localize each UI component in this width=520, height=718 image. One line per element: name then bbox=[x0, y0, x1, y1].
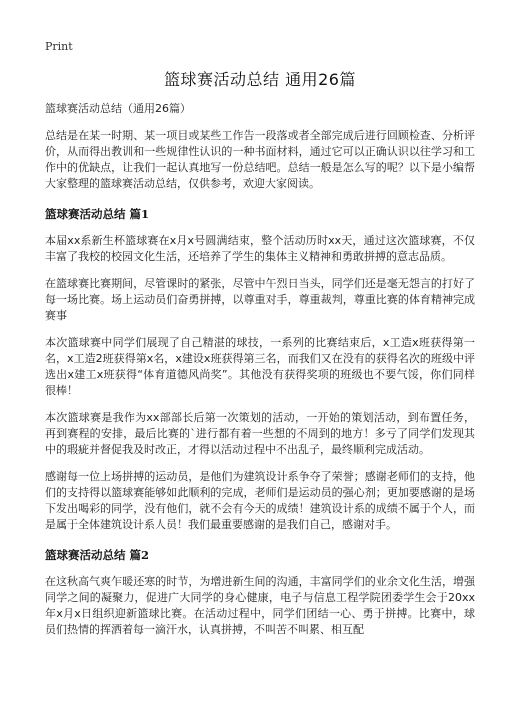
section-paragraph: 本次篮球赛中同学们展现了自己精湛的球技，一系列的比赛结束后，x工造x班获得第一名，x工造2班获得第x名，x建设x班获得第三名，而我们又在没有的获得名次的班级中评选出x建工x班获得“体育道德风尚奖”。其他没有获得奖项的班级也不要气馁，你们同样很棒！ bbox=[45, 336, 475, 397]
section-paragraph: 本届xx系新生杯篮球赛在x月x号圆满结束，整个活动历时xx天，通过这次篮球赛，不仅丰富了我校的校园文化生活，还培养了学生的集体主义精神和勇敢拼搏的意志品质。 bbox=[45, 234, 475, 263]
print-label[interactable]: Print bbox=[45, 40, 73, 53]
section-paragraph: 在这秋高气爽乍暖还寒的时节，为增进新生间的沟通，丰富同学们的业余文化生活，增强同学之间的凝聚力，促进广大同学的身心健康，电子与信息工程学院团委学生会于20xx年x月x日组织迎新篮球比赛。在活动过程中，同学们团结一心、勇于拼搏。比赛中，球员们热情的挥洒着每一滴汗水，认真拼搏，不叫苦不叫累、相互配 bbox=[45, 575, 475, 636]
section-paragraph: 感谢每一位上场拼搏的运动员，是他们为建筑设计系争夺了荣誉；感谢老师们的支持，他们的支持得以篮球赛能够如此顺利的完成，老师们是运动员的强心剂；更加要感谢的是场下发出喝彩的同学，没有他们，就不会有今天的成绩！建筑设计系的成绩不属于个人，而是属于全体建筑设计系人员！我们最重要感谢的是我们自己，感谢对手。 bbox=[45, 470, 475, 531]
section-heading: 篮球赛活动总结 篇1 bbox=[45, 207, 150, 221]
intro-paragraph: 总结是在某一时期、某一项目或某些工作告一段落或者全部完成后进行回顾检查、分析评价，从而得出教训和一些规律性认识的一种书面材料，通过它可以正确认识以往学习和工作中的优缺点，让我们一起认真地写一份总结吧。总结一般是怎么写的呢？以下是小编帮大家整理的篮球赛活动总结，仅供参考，欢迎大家阅读。 bbox=[45, 129, 475, 190]
section-paragraph: 本次篮球赛是我作为xx部部长后第一次策划的活动，一开始的策划活动，到布置任务，再到赛程的安排，最后比赛的`进行都有着一些想的不周到的地方！多亏了同学们发现其中的瑕疵并督促我及时改正，才得以活动过程中不出乱子，最终顺利完成活动。 bbox=[45, 411, 475, 456]
section-paragraph: 在篮球赛比赛期间，尽管课时的紧张，尽管中午烈日当头，同学们还是毫无怨言的打好了每一场比赛。场上运动员们奋勇拼搏，以尊重对手，尊重裁判，尊重比赛的体育精神完成赛事 bbox=[45, 277, 475, 322]
page-title: 篮球赛活动总结 通用26篇 bbox=[164, 70, 356, 89]
document-content bbox=[45, 101, 475, 649]
document-subtitle: 篮球赛活动总结（通用26篇） bbox=[45, 102, 191, 115]
section-heading: 篮球赛活动总结 篇2 bbox=[45, 548, 150, 562]
